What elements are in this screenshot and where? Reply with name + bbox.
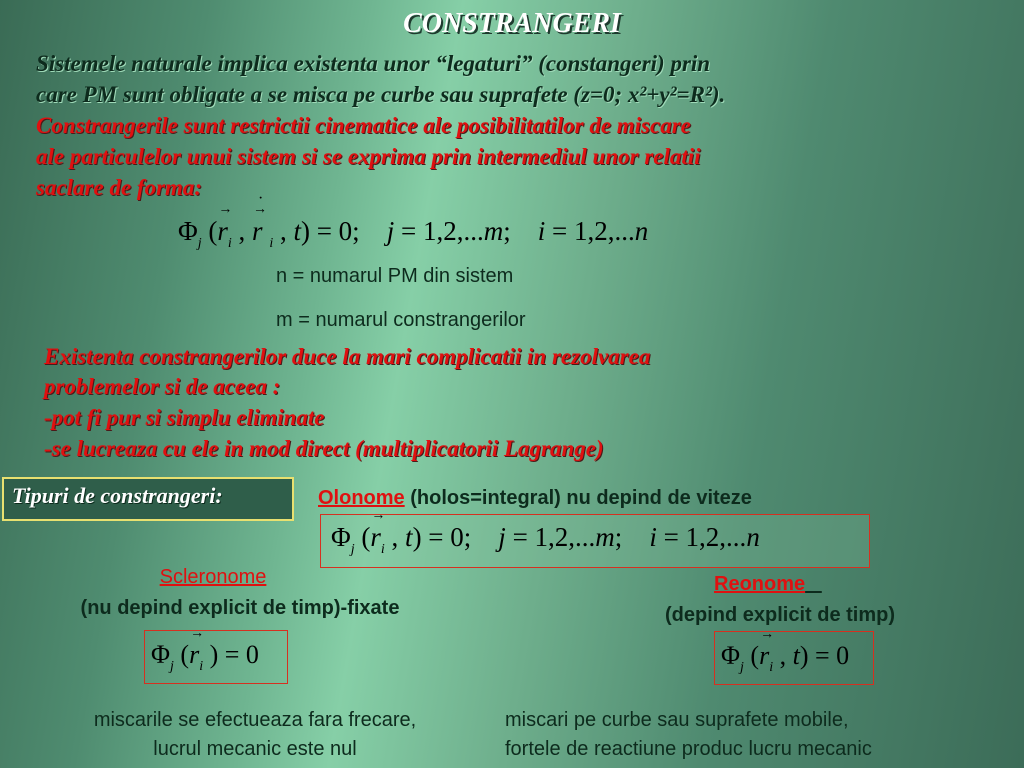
page-title: CONSTRANGERI <box>403 8 621 39</box>
olonome-title: Olonome <box>318 487 405 509</box>
constraint-definition-line-3: saclare de forma: <box>36 175 203 200</box>
intro-line-1: Sistemele naturale implica existenta unor “legaturi” (constangeri) prin <box>36 51 711 76</box>
olonome-heading <box>318 487 752 510</box>
reonome-heading <box>714 573 822 596</box>
intro-line-2: care PM sunt obligate a se misca pe curbe sau suprafete (z=0; x²+y²=R²). <box>36 82 726 107</box>
scleronome-title: Scleronome <box>159 566 267 588</box>
scleronome-equation-box: $\Phi_j$ (→ $r_i$ ) = 0 <box>144 630 288 684</box>
n-definition: n = numarul PM din sistem <box>276 265 514 287</box>
intro-text <box>36 48 1016 203</box>
reonome-note-line-1: miscari pe curbe sau suprafete mobile, <box>505 709 849 731</box>
olonome-description: (holos=integral) nu depind de viteze <box>404 487 752 509</box>
existence-line-4: -se lucreaza cu ele in mod direct (multiplicatorii Lagrange) <box>44 436 604 461</box>
existence-line-3: -pot fi pur si simplu eliminate <box>44 405 325 430</box>
reonome-equation-box: $\Phi_j$ (→ $r_i$ , t) = 0 <box>714 631 874 685</box>
olonome-equation-box: $\Phi_j$ (→ $r_i$ , t) = 0; j = 1,2,...m; i = 1,2,...n <box>320 514 870 568</box>
reonome-title: Reonome <box>714 573 806 595</box>
constraint-types-label: Tipuri de constrangeri: <box>2 477 294 521</box>
m-definition: m = numarul constrangerilor <box>276 309 526 331</box>
existence-line-2: problemelor si de aceea : <box>44 374 281 399</box>
constraint-definition-line-1: Constrangerile sunt restrictii cinematice ale posibilitatilor de miscare <box>36 113 691 138</box>
general-constraint-equation: $\Phi_j$ (→ $r_i$ , → r · $_i$ , t) = 0; j = 1,2,...m; i = 1,2,...n <box>178 216 648 252</box>
existence-line-1: Existenta constrangerilor duce la mari complicatii in rezolvarea <box>44 344 651 369</box>
reonome-note <box>505 706 1020 764</box>
scleronome-note-line-2: lucrul mecanic este nul <box>153 738 357 760</box>
scleronome-heading <box>0 566 426 589</box>
scleronome-note <box>40 706 470 764</box>
reonome-description: (depind explicit de timp) <box>664 604 895 626</box>
constraint-definition-line-2: ale particulelor unui sistem si se exprima prin intermediul unor relatii <box>36 144 701 169</box>
existence-text <box>44 341 1004 464</box>
scleronome-description: (nu depind explicit de timp)-fixate <box>80 597 400 619</box>
reonome-note-line-2: fortele de reactiune produc lucru mecanic <box>505 738 872 760</box>
scleronome-note-line-1: miscarile se efectueaza fara frecare, <box>93 709 417 731</box>
